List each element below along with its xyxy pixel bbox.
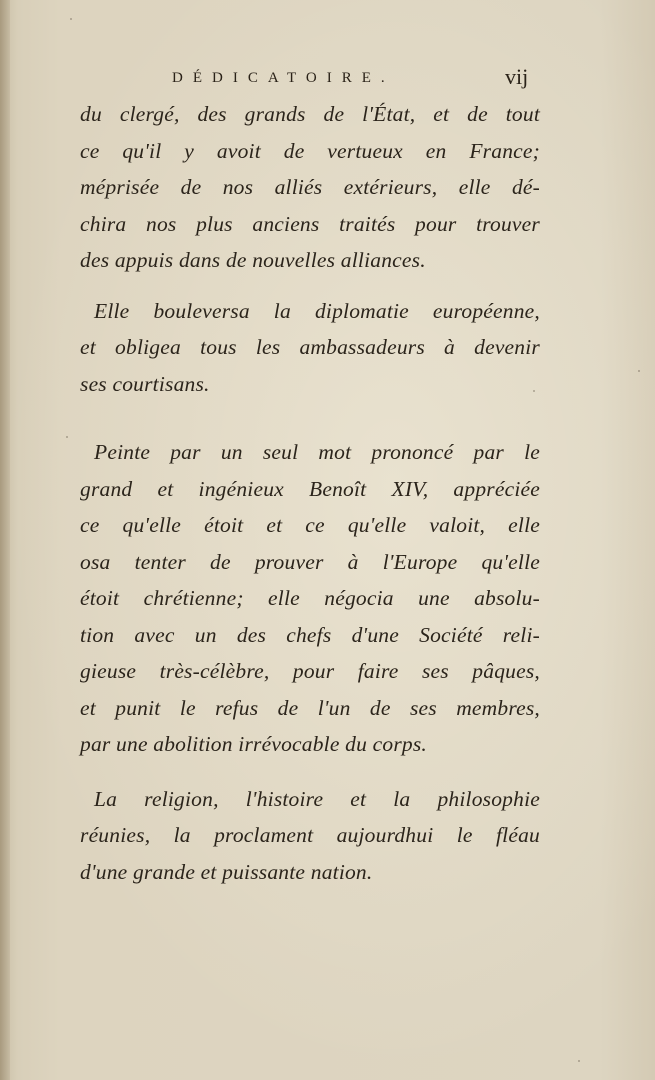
text-line: par une abolition irrévocable du corps.	[80, 732, 427, 756]
text-line: et punit le refus de l'un de ses membres,	[80, 695, 540, 720]
paragraph-4	[80, 781, 540, 891]
text-line: osa tenter de prouver à l'Europe qu'elle	[80, 549, 540, 574]
text-line: ses courtisans.	[80, 371, 210, 396]
running-head: DÉDICATOIRE.	[172, 70, 395, 86]
paper-speck	[578, 1060, 580, 1062]
paper-speck	[66, 436, 68, 438]
text-line: des appuis dans de nouvelles alliances.	[80, 248, 426, 272]
text-line: méprisée de nos alliés extérieurs, elle dé-	[80, 175, 540, 199]
body-text	[80, 96, 540, 890]
text-line: Elle bouleversa la diplomatie européenne,	[94, 298, 540, 323]
text-line: ce qu'elle étoit et ce qu'elle valoit, elle	[80, 513, 540, 537]
page-number: vij	[505, 64, 529, 89]
text-line: et obligea tous les ambassadeurs à devenir	[80, 335, 540, 359]
text-line: tion avec un des chefs d'une Société reli-	[80, 622, 540, 647]
paragraph-2	[80, 293, 540, 403]
text-line: ce qu'il y avoit de vertueux en France;	[80, 138, 540, 163]
text-line: réunies, la proclament aujourdhui le fléau	[80, 823, 540, 847]
page-gutter	[0, 0, 10, 1080]
paper-speck	[70, 18, 72, 20]
text-line: Peinte par un seul mot prononcé par le	[94, 440, 540, 464]
paper-speck	[638, 370, 640, 372]
paragraph-1	[80, 96, 540, 279]
text-line: du clergé, des grands de l'État, et de tout	[80, 102, 540, 126]
text-line: gieuse très-célèbre, pour faire ses pâques,	[80, 659, 540, 683]
text-line: La religion, l'histoire et la philosophie	[94, 786, 540, 811]
paragraph-3	[80, 434, 540, 763]
text-line: chira nos plus anciens traités pour trouver	[80, 211, 540, 236]
text-line: grand et ingénieux Benoît XIV, appréciée	[80, 476, 540, 501]
text-line: étoit chrétienne; elle négocia une absolu-	[80, 586, 540, 610]
text-line: d'une grande et puissante nation.	[80, 859, 373, 884]
paper-speck	[533, 390, 535, 392]
